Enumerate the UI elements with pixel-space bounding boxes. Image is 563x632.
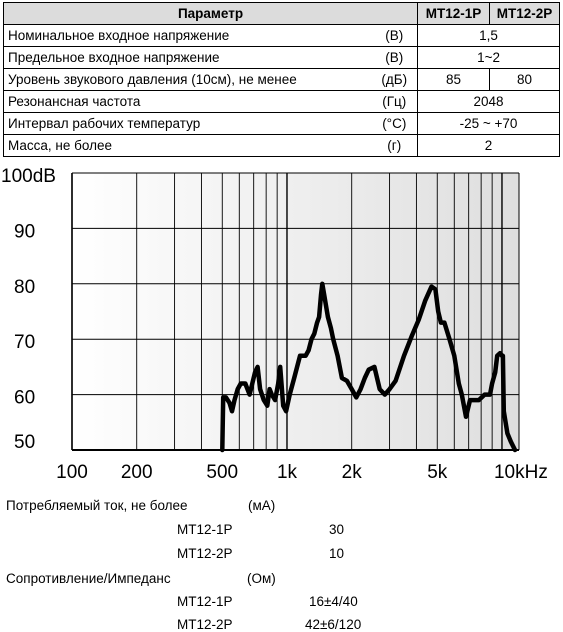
plot-background [72, 173, 519, 450]
param-name: Номинальное входное напряжение [4, 25, 372, 47]
param-value: 1,5 [418, 25, 560, 47]
table-row [4, 69, 560, 91]
param-unit: (Гц) [372, 91, 418, 113]
table-row [4, 91, 560, 113]
param-name: Масса, не более [4, 135, 372, 157]
impedance-model-1: MT12-1P [177, 594, 233, 609]
consumption-unit: (мА) [248, 498, 276, 513]
table-row [4, 135, 560, 157]
impedance-value-1: 16±4/40 [309, 594, 358, 609]
consumption-value-2: 10 [329, 546, 345, 561]
consumption-model-1: MT12-1P [177, 522, 233, 537]
table-row [4, 25, 560, 47]
param-name: Предельное входное напряжение [4, 47, 372, 69]
y-tick-label: 60 [14, 387, 36, 409]
param-value: -25 ~ +70 [418, 113, 560, 135]
y-tick-label: 90 [14, 221, 36, 243]
param-name: Уровень звукового давления (10см), не менее [4, 69, 372, 91]
impedance-label: Сопротивление/Импеданс [6, 571, 171, 586]
param-value-model-2: 80 [490, 69, 560, 91]
param-unit: (В) [372, 25, 418, 47]
y-tick-label: 80 [14, 276, 36, 298]
y-tick-label: 100dB [1, 166, 56, 187]
spec-table-header [4, 3, 560, 25]
param-unit: (°C) [372, 113, 418, 135]
y-tick-label: 70 [14, 332, 36, 354]
y-axis-labels [1, 166, 56, 453]
table-row [4, 47, 560, 69]
header-param: Параметр [4, 3, 418, 25]
x-tick-label: 100 [56, 462, 88, 483]
x-tick-label: 500 [206, 462, 239, 483]
impedance-unit: (Ом) [247, 571, 276, 586]
impedance-value-2: 42±6/120 [305, 617, 362, 632]
param-value: 2048 [418, 91, 560, 113]
x-tick-label: 1k [276, 462, 298, 483]
param-value: 1~2 [418, 47, 560, 69]
param-value-model-1: 85 [418, 69, 490, 91]
param-unit: (В) [372, 47, 418, 69]
param-name: Интервал рабочих температур [4, 113, 372, 135]
consumption-value-1: 30 [329, 522, 345, 537]
consumption-label: Потребляемый ток, не более [6, 498, 188, 513]
param-unit: (дБ) [372, 69, 418, 91]
param-value: 2 [418, 135, 560, 157]
header-model-1: MT12-1P [418, 3, 490, 25]
header-model-2: MT12-2P [490, 3, 560, 25]
impedance-model-2: MT12-2P [177, 617, 233, 632]
param-unit: (г) [372, 135, 418, 157]
param-name: Резонансная частота [4, 91, 372, 113]
x-tick-label: 10kHz [493, 462, 548, 483]
y-tick-label: 50 [14, 432, 36, 453]
plot-area [72, 173, 519, 450]
x-tick-label: 5k [427, 462, 448, 483]
spec-table [3, 2, 560, 157]
x-axis-labels [56, 462, 548, 483]
table-row [4, 113, 560, 135]
x-tick-label: 200 [120, 462, 153, 483]
x-tick-label: 2k [341, 462, 362, 483]
frequency-response-chart [0, 165, 563, 495]
consumption-model-2: MT12-2P [177, 546, 233, 561]
